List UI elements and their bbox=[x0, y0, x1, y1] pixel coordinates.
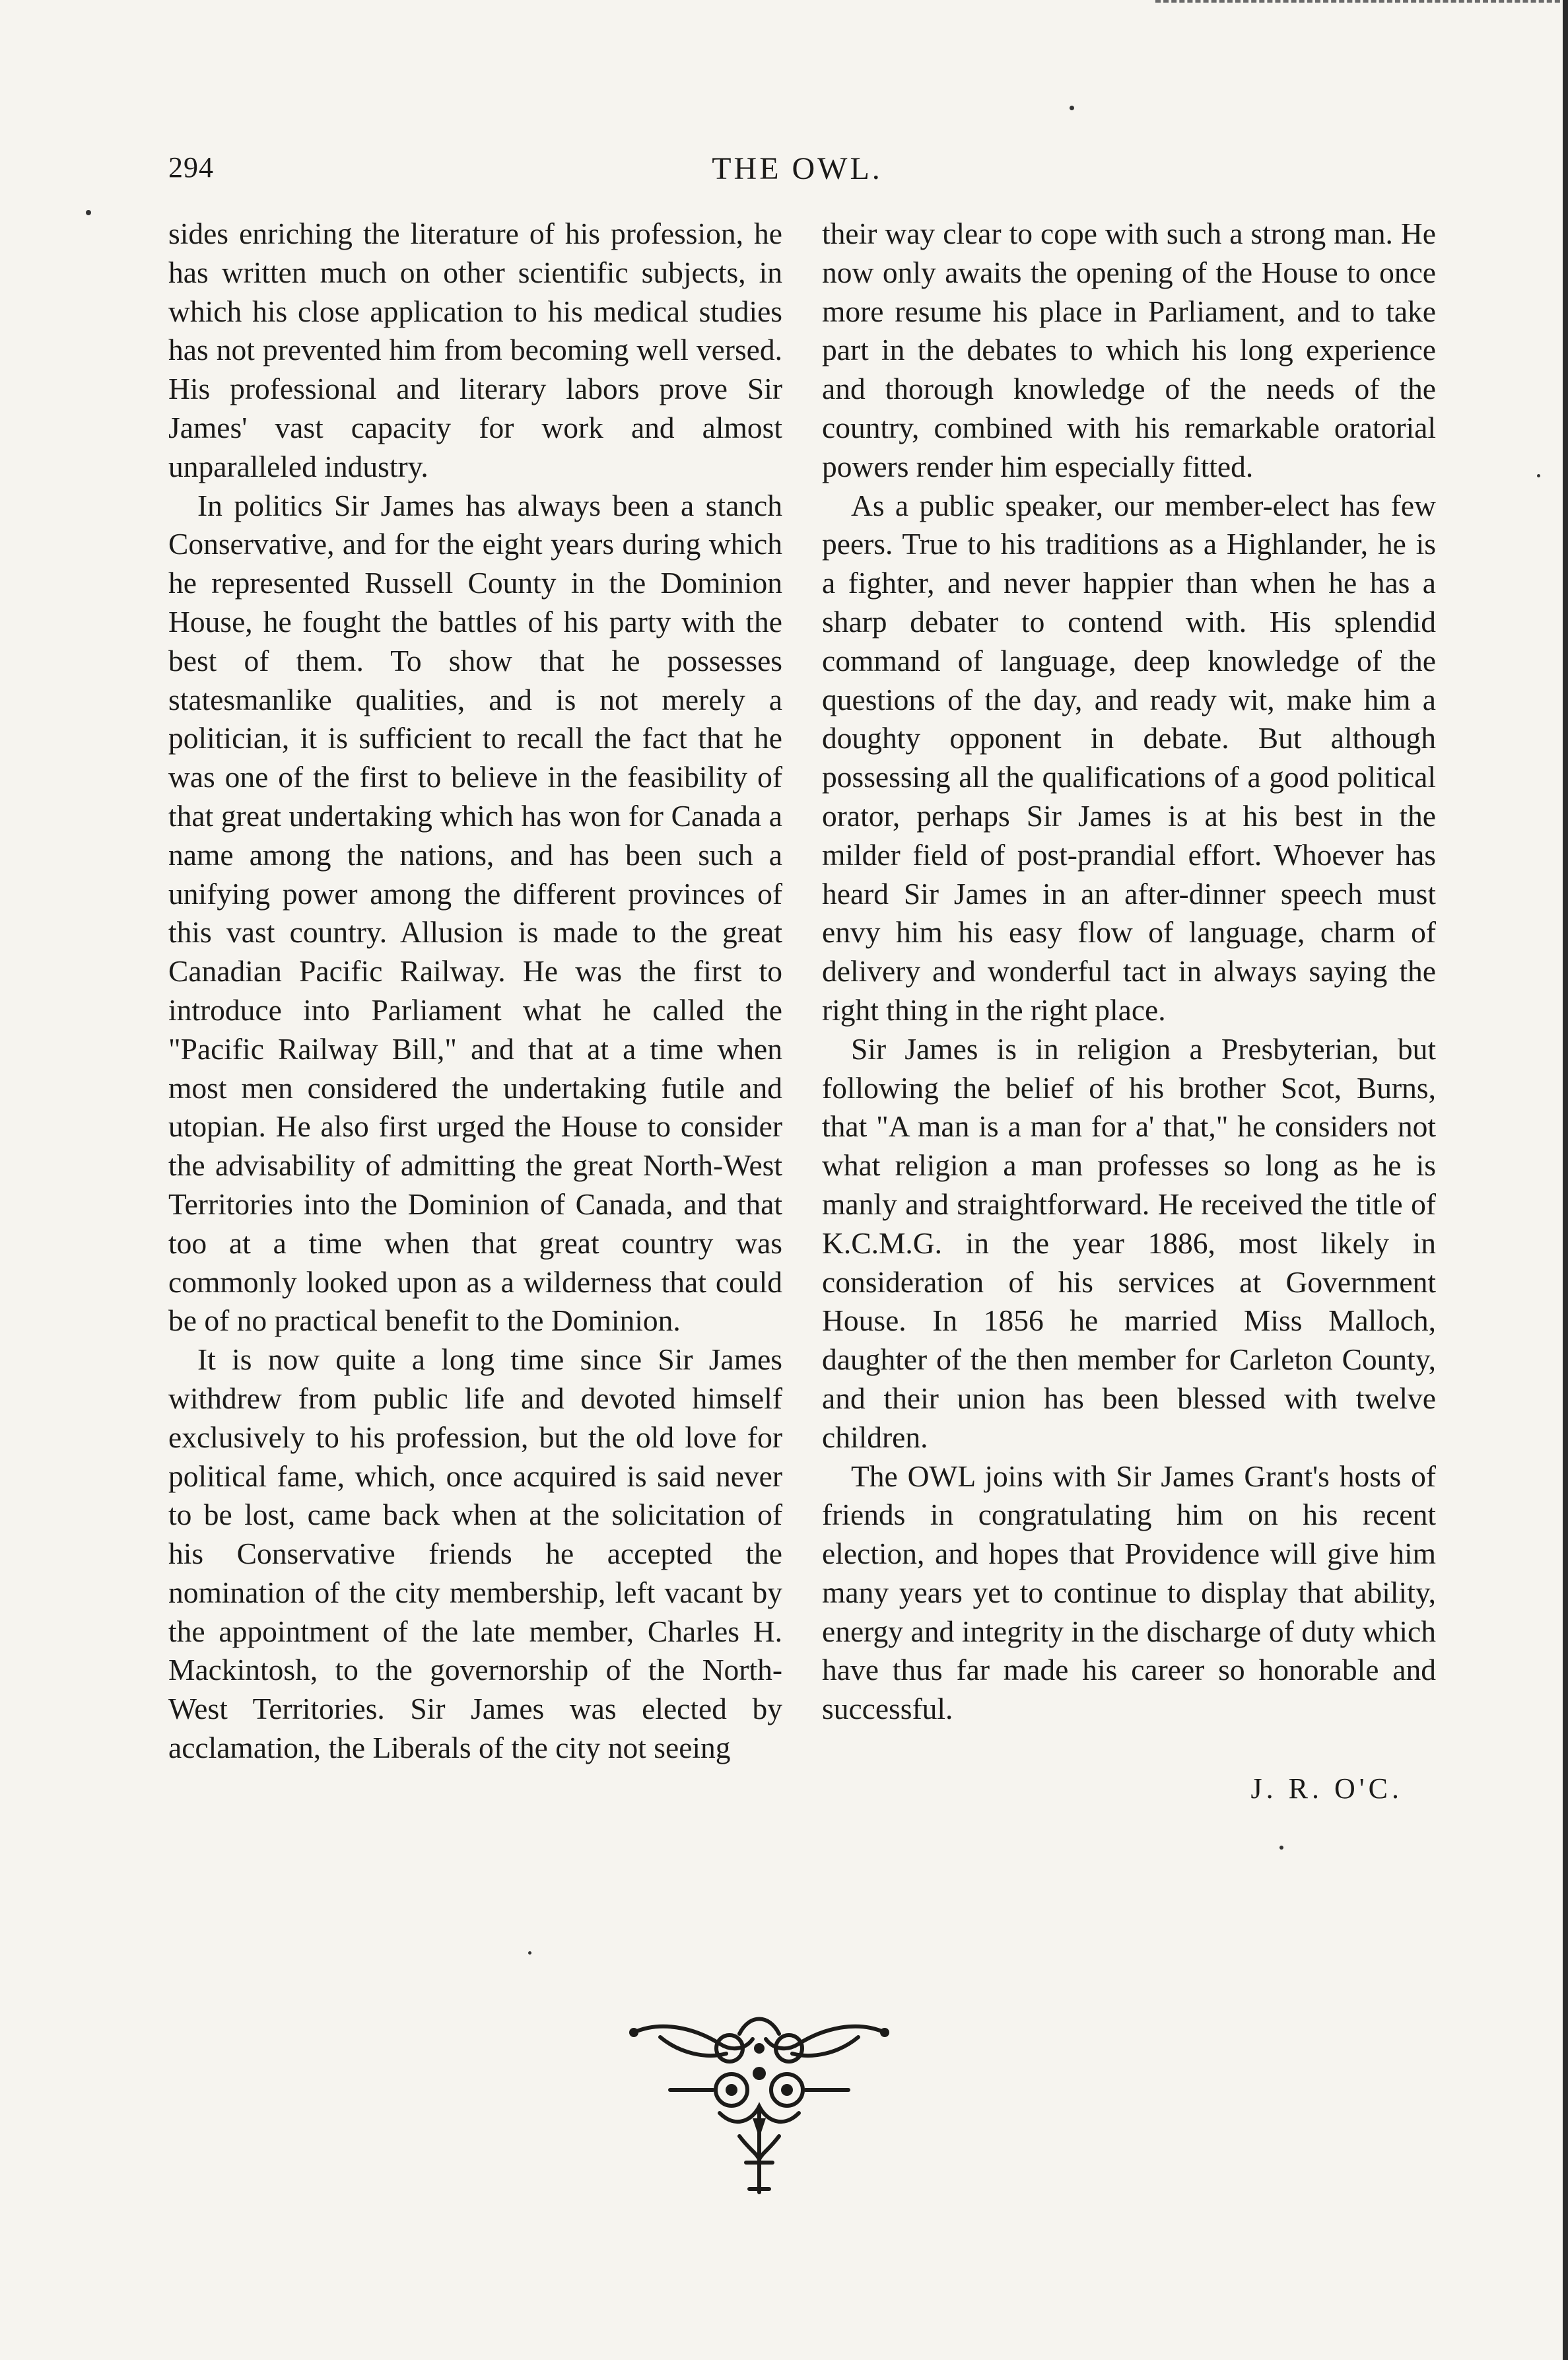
ink-speck bbox=[86, 210, 91, 215]
right-column bbox=[822, 215, 1436, 1809]
paragraph: sides enriching the literature of his profession, he has written much on other scientific subjects, in which his close application to his medical studies has not prevented him from becoming well versed. His professional and literary labors prove Sir James' vast capacity for work and almost unparalleled industry. bbox=[168, 217, 782, 483]
ink-speck bbox=[528, 1951, 531, 1955]
ink-speck bbox=[1070, 106, 1074, 110]
author-signature: J. R. O'C. bbox=[1250, 1772, 1403, 1805]
paragraph: Sir James is in religion a Presbyterian, but following the belief of his brother Scot, Burns, that "A man is a man for a' that," he considers not what religion a man professes so long as he is manly and straightforward. He received the title of K.C.M.G. in the year 1886, most likely in consideration of his services at Government House. In 1856 he married Miss Malloch, daughter of the then member for Carleton County, and their union has been blessed with twelve children. bbox=[822, 1031, 1436, 1454]
paragraph: In politics Sir James has always been a stanch Conservative, and for the eight years during which he represented Russell County in the Dominion House, he fought the battles of his party with the best of them. To show that he possesses statesmanlike qualities, and is not merely a politician, it is sufficient to recall the fact that he was one of the first to believe in the feasibility of that great undertaking which has won for Canada a name among the nations, and has been such a unifying power among the different provinces of this vast country. Allusion is made to the great Canadian Pacific Railway. He was the first to introduce into Parliament what he called the "Pacific Railway Bill," and that at a time when most men considered the undertaking futile and utopian. He also first urged the House to consider the advisability of admitting the great North-West Territories into the Dominion of Canada, and that too at a time when that great country was commonly looked upon as a wilderness that could be of no practical benefit to the Dominion. bbox=[168, 488, 782, 1338]
page-header bbox=[168, 151, 1426, 197]
left-column bbox=[168, 215, 782, 1768]
running-title: THE OWL. bbox=[712, 151, 883, 186]
ink-speck bbox=[1279, 1846, 1283, 1850]
page-number: 294 bbox=[168, 151, 214, 184]
ink-speck bbox=[1537, 474, 1540, 477]
page-edge bbox=[1563, 0, 1568, 2360]
paragraph: It is now quite a long time since Sir James withdrew from public life and devoted himself exclusively to his profession, but the old love for political fame, which, once acquired is said never to be lost, came back when at the solicitation of his Conservative friends he accepted the nomination of the city membership, left vacant by the appointment of the late member, Charles H. Mackintosh, to the governorship of the North-West Territories. Sir James was elected by acclamation, the Liberals of the city not seeing bbox=[168, 1342, 782, 1765]
decorative-vignette-icon bbox=[621, 2007, 898, 2205]
paragraph: As a public speaker, our member-elect has few peers. True to his traditions as a Highlander, he is a fighter, and never happier than when he has a sharp debater to contend with. His splendid command of language, deep knowledge of the questions of the day, and ready wit, make him a doughty opponent in debate. But although possessing all the qualifications of a good political orator, perhaps Sir James is at his best in the milder field of post-prandial effort. Whoever has heard Sir James in an after-dinner speech must envy him his easy flow of language, charm of delivery and wonderful tact in always saying the right thing in the right place. bbox=[822, 488, 1436, 1027]
paragraph: their way clear to cope with such a strong man. He now only awaits the opening of the House to once more resume his place in Parliament, and to take part in the debates to which his long experience and thorough knowledge of the needs of the country, combined with his remarkable oratorial powers render him especially fitted. bbox=[822, 217, 1436, 483]
paragraph: The OWL joins with Sir James Grant's hosts of friends in congratulating him on his recent election, and hopes that Providence will give him many years yet to continue to display that ability, energy and integrity in the discharge of duty which have thus far made his career so honorable and successful. bbox=[822, 1459, 1436, 1726]
top-rule bbox=[1155, 0, 1568, 12]
